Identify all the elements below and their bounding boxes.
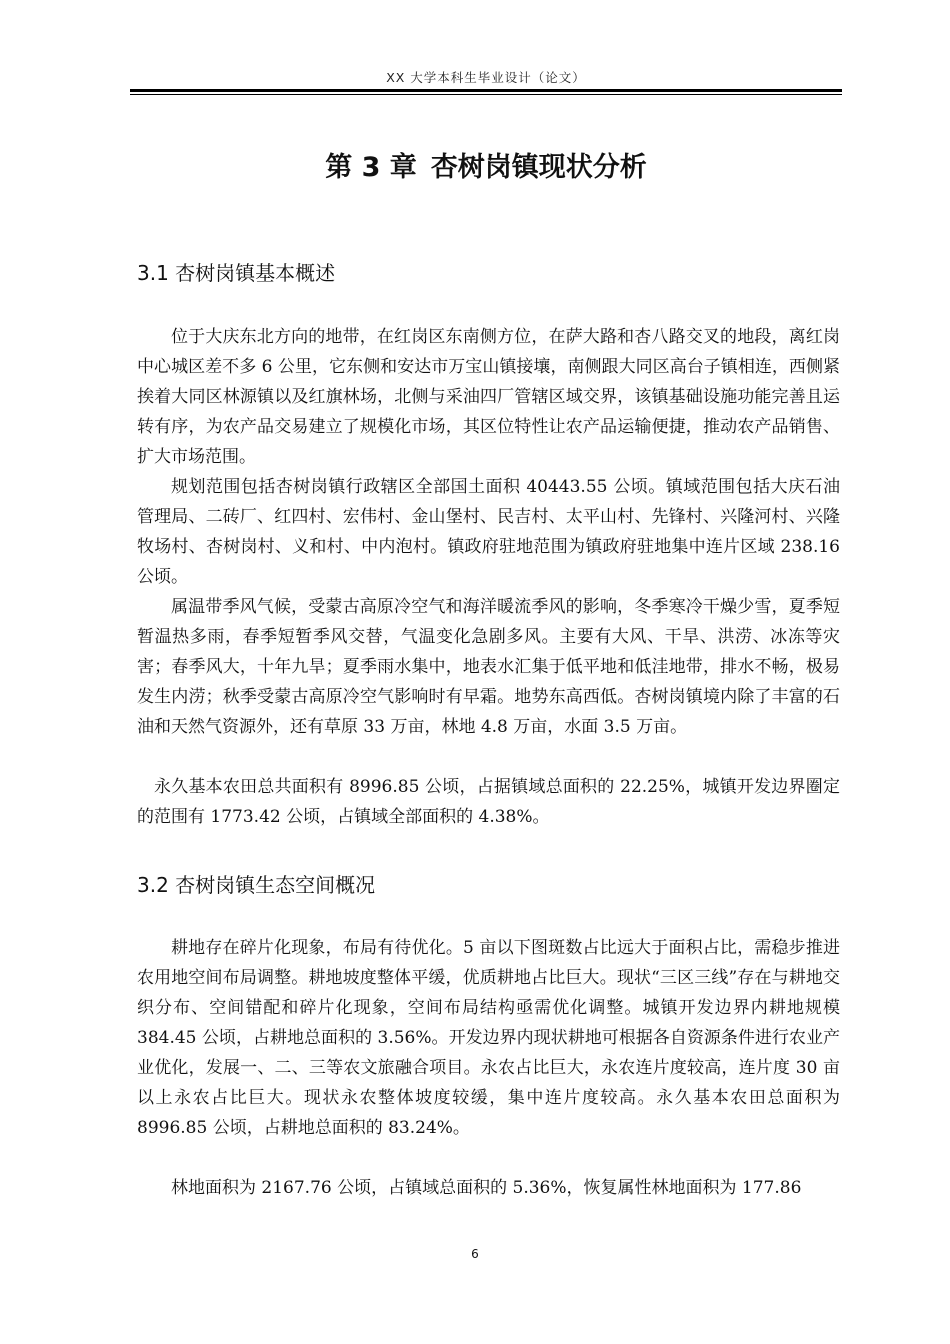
chapter-title (130, 145, 842, 184)
chapter-name: 杏树岗镇现状分析 (430, 152, 647, 183)
paragraph: 林地面积为 2167.76 公顷，占镇域总面积的 5.36%，恢复属性林地面积为 177.86 (171, 1178, 802, 1198)
running-header: XX 大学本科生毕业设计（论文） (386, 70, 586, 85)
paragraph: 永久基本农田总共面积有 8996.85 公顷，占据镇域总面积的 22.25%，城镇开发边界圈定的范围有 1773.42 公顷，占镇域全部面积的 4.38%。 (137, 777, 840, 827)
section-heading-3-2: 3.2 杏树岗镇生态空间概况 (137, 873, 376, 897)
paragraph: 规划范围包括杏树岗镇行政辖区全部国土面积 40443.55 公顷。镇域范围包括大庆石油管理局、二砖厂、红四村、宏伟村、金山堡村、民吉村、太平山村、先锋村、兴隆河村、兴隆牧场村、杏树岗村、义和村、中内泡村。镇政府驻地范围为镇政府驻地集中连片区域 238.16 公顷。 (137, 477, 840, 587)
paragraph: 耕地存在碎片化现象，布局有待优化。5 亩以下图斑数占比远大于面积占比，需稳步推进农用地空间布局调整。耕地坡度整体平缓，优质耕地占比巨大。现状“三区三线”存在与耕地交织分布、空间错配和碎片化现象，空间布局结构亟需优化调整。城镇开发边界内耕地规模 384.45 公顷，占耕地总面积的 3.56%。开发边界内现状耕地可根据各自资源条件进行农业产业优化，发展一、二、三等农文旅融合项目。永农占比巨大，永农连片度较高，连片度 30 亩以上永农占比巨大。现状永农整体坡度较缓，集中连片度较高。永久基本农田总面积为 8996.85 公顷，占耕地总面积的 83.24%。 (137, 938, 840, 1138)
header-rule-thin (130, 94, 842, 95)
page-number: 6 (471, 1247, 479, 1261)
section-heading-3-1: 3.1 杏树岗镇基本概述 (137, 261, 336, 285)
chapter-number: 第 3 章 (325, 152, 417, 183)
paragraph: 属温带季风气候，受蒙古高原冷空气和海洋暖流季风的影响，冬季寒冷干燥少雪，夏季短暂温热多雨，春季短暂季风交替，气温变化急剧多风。主要有大风、干旱、洪涝、冰冻等灾害；春季风大，十年九旱；夏季雨水集中，地表水汇集于低平地和低洼地带，排水不畅，极易发生内涝；秋季受蒙古高原冷空气影响时有早霜。地势东高西低。杏树岗镇境内除了丰富的石油和天然气资源外，还有草原 33 万亩，林地 4.8 万亩，水面 3.5 万亩。 (137, 597, 840, 737)
paragraph: 位于大庆东北方向的地带，在红岗区东南侧方位，在萨大路和杏八路交叉的地段，离红岗中心城区差不多 6 公里，它东侧和安达市万宝山镇接壤，南侧跟大同区高台子镇相连，西侧紧挨着大同区林源镇以及红旗林场，北侧与采油四厂管辖区域交界，该镇基础设施功能完善且运转有序，为农产品交易建立了规模化市场，其区位特性让农产品运输便捷，推动农产品销售、扩大市场范围。 (137, 327, 840, 467)
header-rule-thick (130, 89, 842, 92)
